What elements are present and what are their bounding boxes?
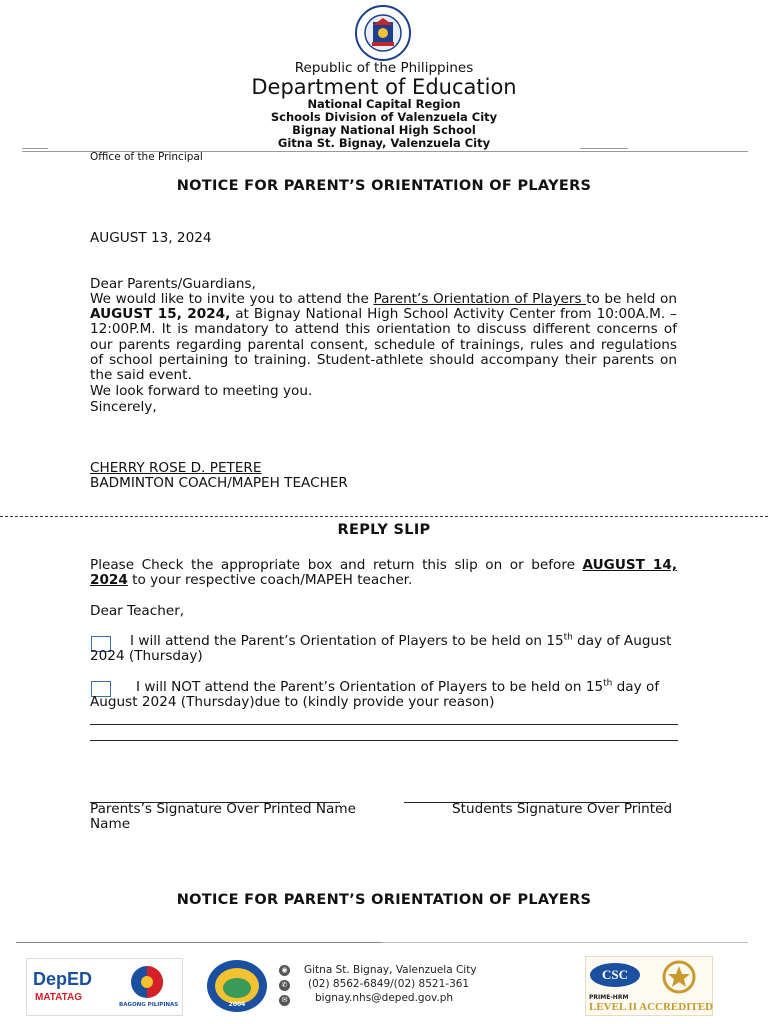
signer-title: BADMINTON COACH/MAPEH TEACHER [90, 475, 348, 491]
office-label: Office of the Principal [90, 151, 203, 163]
reply-title: REPLY SLIP [337, 522, 431, 538]
csc-logo: CSC [590, 963, 640, 987]
bagong-pilipinas-text: BAGONG PILIPINAS [119, 1002, 179, 1008]
footer-divider-accent [16, 942, 382, 943]
accreditation-emblem [650, 960, 708, 996]
notice-salutation: Dear Parents/Guardians, [90, 276, 256, 292]
closing-line-2: Sincerely, [90, 399, 157, 415]
notice-paragraph [90, 292, 677, 383]
attend-option [90, 634, 680, 664]
reason-line-2[interactable] [90, 740, 678, 741]
footer-phone: (02) 8562-6849/(02) 8521-361 [308, 978, 470, 990]
footer-email[interactable]: bignay.nhs@deped.gov.ph [315, 992, 454, 1004]
closing-line-1: We look forward to meeting you. [90, 383, 313, 399]
cut-line [0, 516, 768, 517]
header-divider-right [580, 148, 628, 149]
not-attend-sup: th [603, 678, 613, 689]
deped-wordmark: DepED [33, 969, 93, 989]
paragraph-part-3: at Bignay National High School Activity Center from 10:00A.M. – 12:00P.M. It is mandatory to attend this orientation to discuss different concerns of our parents regarding parental consent, schedule of trainings, rules and regulations of school pertaining to training. Student-athlete should accompany their parents on the said event. [90, 306, 677, 384]
notice-title: NOTICE FOR PARENT’S ORIENTATION OF PLAYERS [176, 178, 592, 194]
address-line: Gitna St. Bignay, Valenzuela City [277, 136, 491, 150]
bagong-pilipinas-emblem [123, 963, 171, 1001]
attend-sup: th [563, 632, 573, 643]
instructions-part-2: to your respective coach/MAPEH teacher. [127, 572, 413, 589]
location-icon: ◉ [279, 965, 290, 976]
signer-name: CHERRY ROSE D. PETERE [90, 460, 262, 476]
name-continuation: Name [90, 816, 131, 832]
parent-signature-label: Parents’s Signature Over Printed Name [90, 801, 356, 817]
level-accredited-label: LEVEL II ACCREDITED [589, 1001, 714, 1013]
deped-seal [346, 4, 420, 62]
matatag-wordmark: MATATAG [35, 992, 83, 1003]
email-icon: ✉ [279, 995, 290, 1006]
orientation-link: Parent’s Orientation of Players [373, 291, 587, 307]
event-date: AUGUST 15, 2024, [90, 306, 231, 323]
notice-date: AUGUST 13, 2024 [90, 230, 212, 246]
repeat-notice-title: NOTICE FOR PARENT’S ORIENTATION OF PLAYERS [176, 892, 592, 908]
not-attend-text-2: day of August 2024 (Thursday)due to (kindly provide your reason) [90, 679, 660, 711]
attend-text-1: I will attend the Parent’s Orientation of Players to be held on 15 [130, 633, 564, 649]
school-line: Bignay National High School [292, 123, 476, 137]
region-line: National Capital Region [307, 97, 461, 111]
paragraph-part-1: We would like to invite you to attend the [90, 291, 374, 307]
phone-icon: ✆ [279, 980, 290, 991]
school-logo-year: 2004 [228, 1001, 246, 1008]
instructions-part-1: Please Check the appropriate box and return this slip on or before [90, 557, 583, 573]
not-attend-option [90, 680, 680, 710]
student-signature-label: Students Signature Over Printed [452, 801, 673, 817]
not-attend-text-1: I will NOT attend the Parent’s Orientation of Players to be held on 15 [136, 679, 604, 695]
paragraph-part-2: to be held on [586, 291, 677, 307]
reply-salutation: Dear Teacher, [90, 603, 185, 619]
reply-instructions [90, 558, 677, 588]
school-logo [205, 959, 269, 1013]
prime-hrm-label: PRIME-HRM [589, 994, 629, 1001]
attend-text-2: day of August 2024 (Thursday) [90, 633, 672, 665]
division-line: Schools Division of Valenzuela City [270, 110, 498, 124]
reason-line-1[interactable] [90, 724, 678, 725]
department-title: Department of Education [251, 75, 517, 99]
deadline-date: AUGUST 14, 2024 [90, 557, 677, 589]
header-divider-left [22, 148, 48, 149]
footer-address: Gitna St. Bignay, Valenzuela City [304, 964, 477, 976]
republic-line: Republic of the Philippines [294, 60, 474, 76]
deped-matatag-logo [26, 958, 183, 1016]
csc-prime-hrm-badge [585, 956, 713, 1016]
